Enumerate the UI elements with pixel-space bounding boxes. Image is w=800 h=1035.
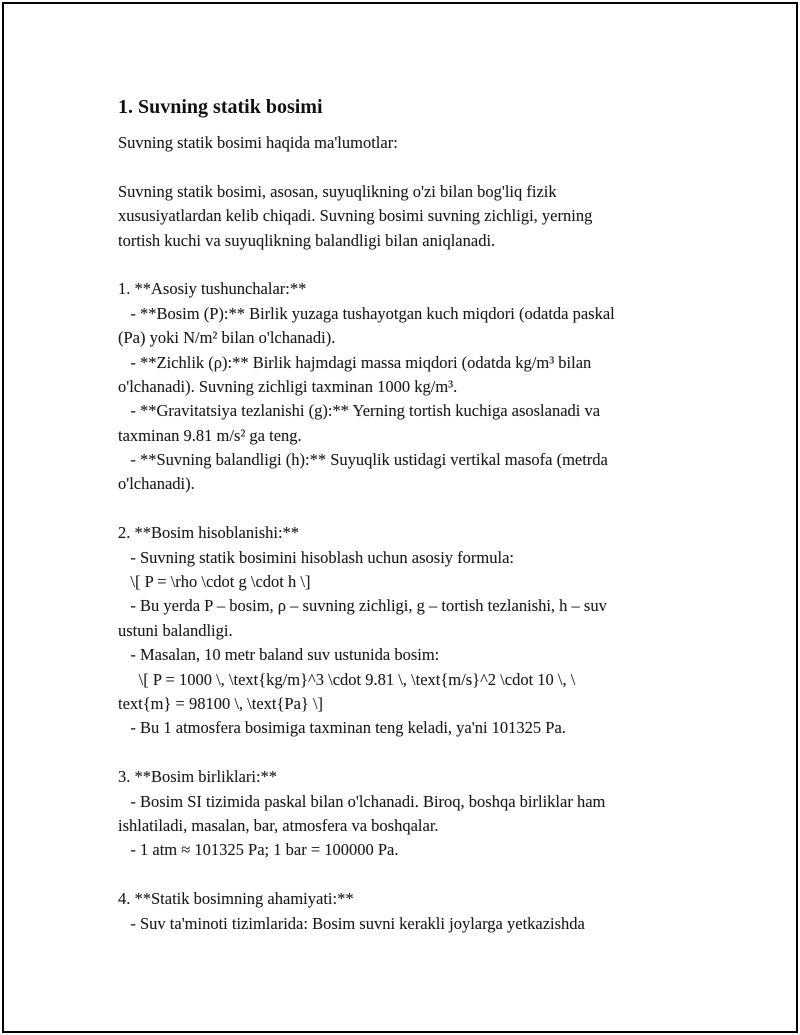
document-text <box>118 131 678 936</box>
text-line: Suvning statik bosimi, asosan, suyuqlikning o'zi bilan bog'liq fizik <box>118 181 557 201</box>
text-line <box>118 863 678 887</box>
text-line: taxminan 9.81 m/s² ga teng. <box>118 425 302 445</box>
text-line: - Bu yerda P – bosim, ρ – suvning zichligi, g – tortish tezlanishi, h – suv <box>118 596 607 616</box>
text-line: o'lchanadi). Suvning zichligi taxminan 1000 kg/m³. <box>118 376 458 396</box>
text-line: 1. **Asosiy tushunchalar:** <box>118 279 307 299</box>
text-line: tortish kuchi va suyuqlikning balandligi bilan aniqlanadi. <box>118 230 496 250</box>
text-line: (Pa) yoki N/m² bilan o'lchanadi). <box>118 328 336 348</box>
text-line: Suvning statik bosimi haqida ma'lumotlar: <box>118 133 398 152</box>
text-line <box>118 253 678 277</box>
text-line: - **Zichlik (ρ):** Birlik hajmdagi massa miqdori (odatda kg/m³ bilan <box>118 352 592 372</box>
text-line: - 1 atm ≈ 101325 Pa; 1 bar = 100000 Pa. <box>118 840 399 860</box>
text-line <box>118 741 678 765</box>
text-line: 2. **Bosim hisoblanishi:** <box>118 523 300 543</box>
text-line: text{m} = 98100 \, \text{Pa} \] <box>118 693 324 713</box>
text-line: \[ P = 1000 \, \text{kg/m}^3 \cdot 9.81 \, \text{m/s}^2 \cdot 10 \, \ <box>118 669 576 689</box>
text-line: - **Suvning balandligi (h):** Suyuqlik ustidagi vertikal masofa (metrda <box>118 450 608 470</box>
text-line: - **Gravitatsiya tezlanishi (g):** Yerning tortish kuchiga asoslanadi va <box>118 401 601 421</box>
text-line: ishlatiladi, masalan, bar, atmosfera va boshqalar. <box>118 815 439 835</box>
text-line: xususiyatlardan kelib chiqadi. Suvning bosimi suvning zichligi, yerning <box>118 206 593 226</box>
text-line: o'lchanadi). <box>118 474 195 494</box>
text-line: - **Bosim (P):** Birlik yuzaga tushayotgan kuch miqdori (odatda paskal <box>118 303 615 323</box>
text-line <box>118 155 678 179</box>
section-heading: 1. Suvning statik bosimi <box>118 96 323 118</box>
text-line <box>118 497 678 521</box>
text-line: - Bosim SI tizimida paskal bilan o'lchanadi. Biroq, boshqa birliklar ham <box>118 791 606 811</box>
text-line: - Masalan, 10 metr baland suv ustunida bosim: <box>118 645 440 665</box>
text-line: - Suv ta'minoti tizimlarida: Bosim suvni kerakli joylarga yetkazishda <box>118 913 585 933</box>
text-line: - Suvning statik bosimini hisoblash uchun asosiy formula: <box>118 547 514 567</box>
text-line: 3. **Bosim birliklari:** <box>118 767 278 787</box>
document-body <box>118 94 678 936</box>
text-line: - Bu 1 atmosfera bosimiga taxminan teng keladi, ya'ni 101325 Pa. <box>118 718 566 738</box>
text-line: \[ P = \rho \cdot g \cdot h \] <box>118 572 311 592</box>
text-line: 4. **Statik bosimning ahamiyati:** <box>118 889 354 909</box>
text-line: ustuni balandligi. <box>118 620 233 640</box>
